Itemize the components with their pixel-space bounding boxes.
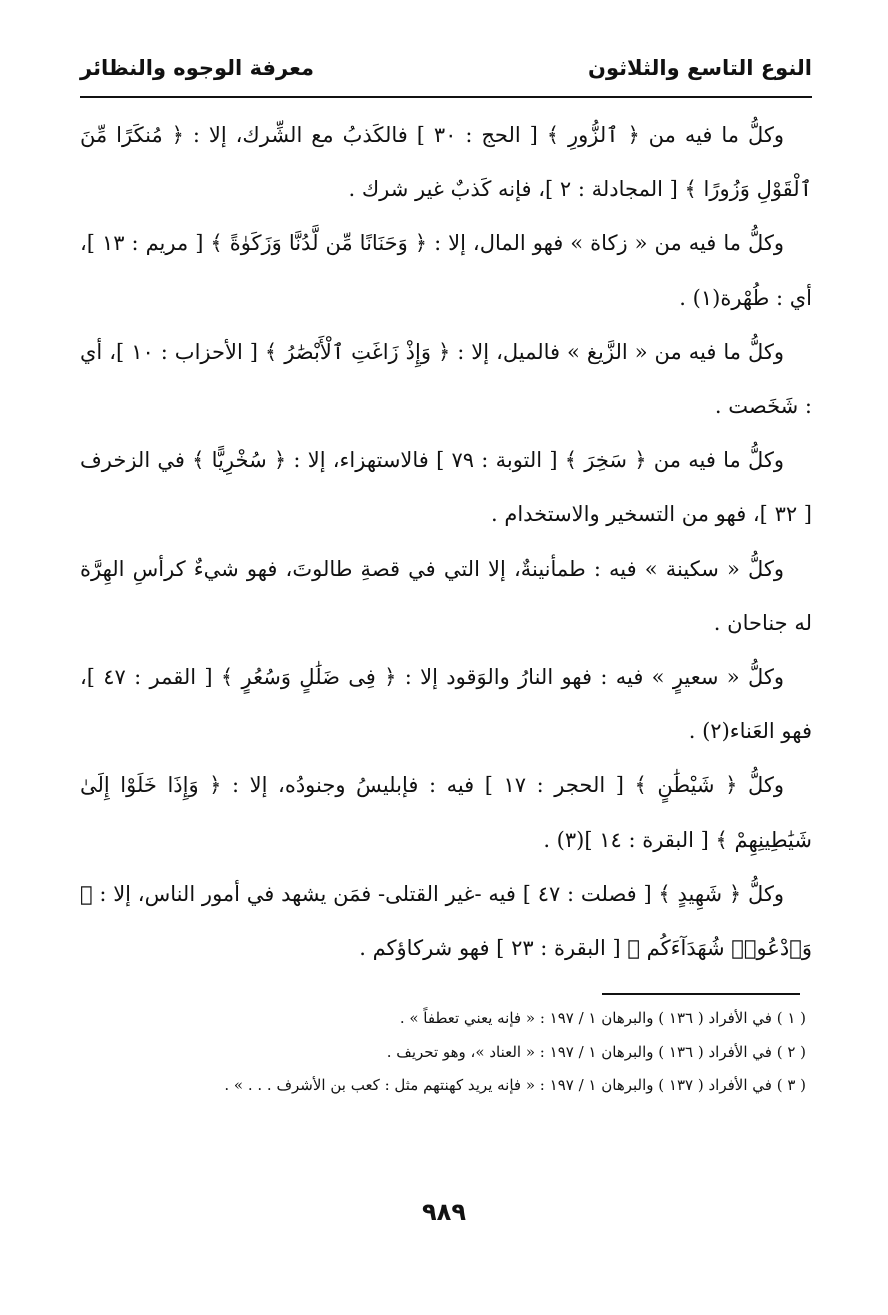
footnote: ( ٢ ) في الأفراد ( ١٣٦ ) والبرهان ١ / ١٩٧ : « العناد »، وهو تحريف . (386, 1042, 806, 1061)
running-header (80, 48, 812, 88)
paragraph: وكلُّ ما فيه من « زكاة » فهو المال، إلا : ﴿ وَحَنَانًا مِّن لَّدُنَّا وَزَكَوٰةً ﴾ [ مريم : ١٣ ]، أي : طُهْرة(١) . (80, 231, 812, 310)
chapter-title: النوع التاسع والثلاثون (588, 56, 812, 80)
footnote: ( ١ ) في الأفراد ( ١٣٦ ) والبرهان ١ / ١٩٧ : « فإنه يعني تعطفاً » . (399, 1009, 806, 1027)
section-title: معرفة الوجوه والنظائر (80, 56, 314, 80)
paragraph: وكلُّ « سكينة » فيه : طمأنينةٌ، إلا التي في قصةِ طالوتَ، فهو شيءٌ كرأسِ الهِرَّة له جناحان . (80, 556, 812, 635)
body-text (80, 108, 812, 975)
paragraph: وكلُّ « سعيرٍ » فيه : فهو النارُ والوَقود إلا : ﴿ فِى ضَلَٰلٍ وَسُعُرٍ ﴾ [ القمر : ٤٧ ]، فهو العَناء(٢) . (80, 665, 812, 744)
paragraph: وكلُّ ﴿ شَيْطَٰنٍ ﴾ [ الحجر : ١٧ ] فيه : فإبليسُ وجنودُه، إلا : ﴿ وَإِذَا خَلَوْا إِلَىٰ شَيَٰطِينِهِمْ ﴾ [ البقرة : ١٤ ](٣) . (80, 773, 812, 852)
page-number: ٩٨٩ (422, 1198, 466, 1226)
footnote-separator (602, 993, 800, 995)
paragraph: وكلُّ ما فيه من ﴿ سَخِرَ ﴾ [ التوبة : ٧٩ ] فالاستهزاء، إلا : ﴿ سُخْرِيًّا ﴾ في الزخرف [ ٣٢ ]، فهو من التسخير والاستخدام . (80, 448, 812, 527)
paragraph: وكلُّ ﴿ شَهِيدٍ ﴾ [ فصلت : ٤٧ ] فيه -غير القتلى- فمَن يشهد في أمور الناس، إلا : ﴿ وَٱدْعُوا۟ شُهَدَآءَكُم ﴾ [ البقرة : ٢٣ ] فهو شركاؤكم . (80, 881, 812, 961)
paragraph: وكلُّ ما فيه من « الزَّيغ » فالميل، إلا : ﴿ وَإِذْ زَاغَتِ ٱلْأَبْصَٰرُ ﴾ [ الأحزاب : ١٠ ]، أي : شَخَصت . (80, 339, 812, 419)
header-rule (80, 96, 812, 98)
paragraph: وكلُّ ما فيه من ﴿ ٱلزُّورِ ﴾ [ الحج : ٣٠ ] فالكَذبُ مع الشِّرك، إلا : ﴿ مُنكَرًا مِّنَ ٱلْقَوْلِ وَزُورًا ﴾ [ المجادلة : ٢ ]، فإنه كَذبٌ غير شرك . (80, 123, 812, 202)
footnote: ( ٣ ) في الأفراد ( ١٣٧ ) والبرهان ١ / ١٩٧ : « فإنه يريد كهنتهم مثل : كعب بن الأشرف . . . » . (224, 1076, 806, 1094)
footnotes (80, 1002, 806, 1103)
